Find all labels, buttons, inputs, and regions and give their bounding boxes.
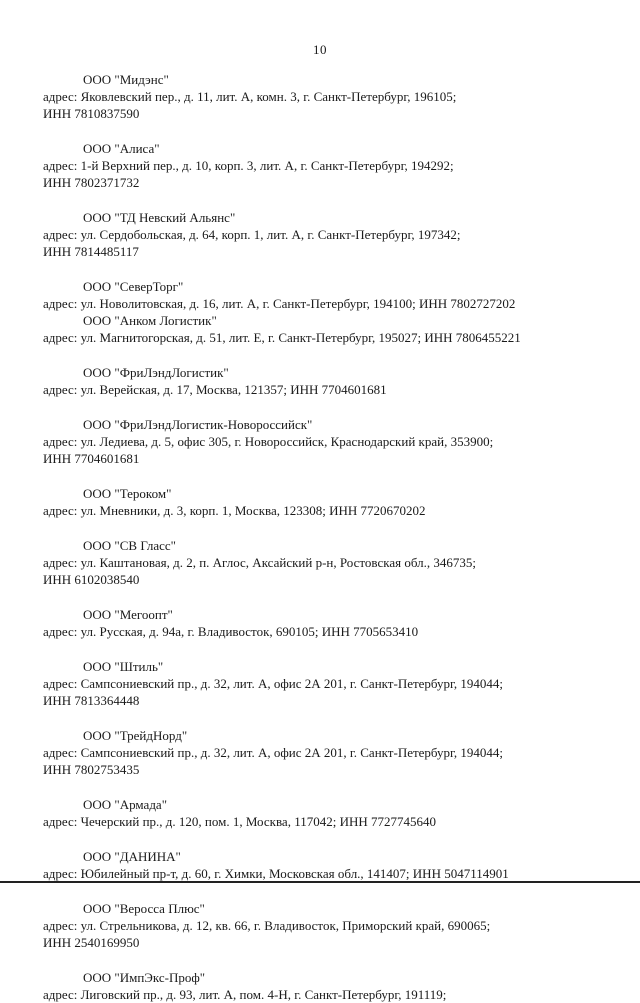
- company-entry: [43, 364, 603, 398]
- company-entry: [43, 658, 603, 709]
- footer-rule: [0, 881, 640, 883]
- company-address: адрес: ул. Мневники, д. 3, корп. 1, Москва, 123308; ИНН 7720670202: [43, 503, 426, 518]
- company-entry: [43, 848, 603, 882]
- company-address: адрес: Лиговский пр., д. 93, лит. А, пом. 4-Н, г. Санкт-Петербург, 191119;: [43, 987, 447, 1002]
- company-address: адрес: 1-й Верхний пер., д. 10, корп. 3, лит. А, г. Санкт-Петербург, 194292;: [43, 158, 454, 173]
- company-entry: [43, 209, 603, 260]
- company-address: адрес: ул. Стрельникова, д. 12, кв. 66, г. Владивосток, Приморский край, 690065;: [43, 918, 491, 933]
- page-number: 10: [313, 42, 327, 57]
- company-address: адрес: ул. Новолитовская, д. 16, лит. А, г. Санкт-Петербург, 194100; ИНН 7802727202: [43, 296, 516, 311]
- company-name: ООО "СВ Гласс": [83, 538, 176, 553]
- company-name: ООО "ФриЛэндЛогистик": [83, 365, 229, 380]
- company-name: ООО "Анком Логистик": [83, 313, 217, 328]
- company-address: адрес: Яковлевский пер., д. 11, лит. А, комн. 3, г. Санкт-Петербург, 196105;: [43, 89, 457, 104]
- company-inn: ИНН 7810837590: [43, 106, 140, 121]
- company-entry: [43, 312, 603, 346]
- company-inn: ИНН 7814485117: [43, 244, 139, 259]
- company-entry: [43, 416, 603, 467]
- company-inn: ИНН 2540169950: [43, 935, 140, 950]
- company-name: ООО "ТрейдНорд": [83, 728, 188, 743]
- company-address: адрес: ул. Сердобольская, д. 64, корп. 1, лит. А, г. Санкт-Петербург, 197342;: [43, 227, 461, 242]
- company-inn: ИНН 7813364448: [43, 693, 140, 708]
- company-name: ООО "Мегоопт": [83, 607, 173, 622]
- company-address: адрес: Юбилейный пр-т, д. 60, г. Химки, Московская обл., 141407; ИНН 5047114901: [43, 866, 509, 881]
- company-entry: [43, 71, 603, 122]
- company-entry: [43, 278, 603, 312]
- company-list: [43, 71, 603, 1003]
- company-name: ООО "СеверТорг": [83, 279, 184, 294]
- company-entry: [43, 606, 603, 640]
- company-name: ООО "Тероком": [83, 486, 172, 501]
- company-entry: [43, 485, 603, 519]
- company-inn: ИНН 6102038540: [43, 572, 140, 587]
- company-name: ООО "ТД Невский Альянс": [83, 210, 236, 225]
- company-inn: ИНН 7802371732: [43, 175, 140, 190]
- company-address: адрес: Сампсониевский пр., д. 32, лит. А, офис 2А 201, г. Санкт-Петербург, 194044;: [43, 745, 504, 760]
- company-entry: [43, 969, 603, 1003]
- company-name: ООО "Веросса Плюс": [83, 901, 205, 916]
- company-address: адрес: ул. Русская, д. 94а, г. Владивосток, 690105; ИНН 7705653410: [43, 624, 419, 639]
- company-address: адрес: Чечерский пр., д. 120, пом. 1, Москва, 117042; ИНН 7727745640: [43, 814, 436, 829]
- company-entry: [43, 537, 603, 588]
- company-entry: [43, 796, 603, 830]
- company-address: адрес: ул. Магнитогорская, д. 51, лит. Е, г. Санкт-Петербург, 195027; ИНН 7806455221: [43, 330, 521, 345]
- company-name: ООО "Штиль": [83, 659, 164, 674]
- company-name: ООО "ДАНИНА": [83, 849, 181, 864]
- company-address: адрес: ул. Верейская, д. 17, Москва, 121357; ИНН 7704601681: [43, 382, 387, 397]
- company-entry: [43, 727, 603, 778]
- company-name: ООО "Армада": [83, 797, 168, 812]
- company-address: адрес: Сампсониевский пр., д. 32, лит. А, офис 2А 201, г. Санкт-Петербург, 194044;: [43, 676, 504, 691]
- company-name: ООО "ИмпЭкс-Проф": [83, 970, 206, 985]
- company-name: ООО "ФриЛэндЛогистик-Новороссийск": [83, 417, 313, 432]
- company-address: адрес: ул. Ледиева, д. 5, офис 305, г. Новороссийск, Краснодарский край, 353900;: [43, 434, 494, 449]
- company-entry: [43, 140, 603, 191]
- company-address: адрес: ул. Каштановая, д. 2, п. Аглос, Аксайский р-н, Ростовская обл., 346735;: [43, 555, 476, 570]
- company-inn: ИНН 7704601681: [43, 451, 140, 466]
- company-name: ООО "Алиса": [83, 141, 160, 156]
- company-name: ООО "Мидэнс": [83, 72, 169, 87]
- company-entry: [43, 900, 603, 951]
- company-inn: ИНН 7802753435: [43, 762, 140, 777]
